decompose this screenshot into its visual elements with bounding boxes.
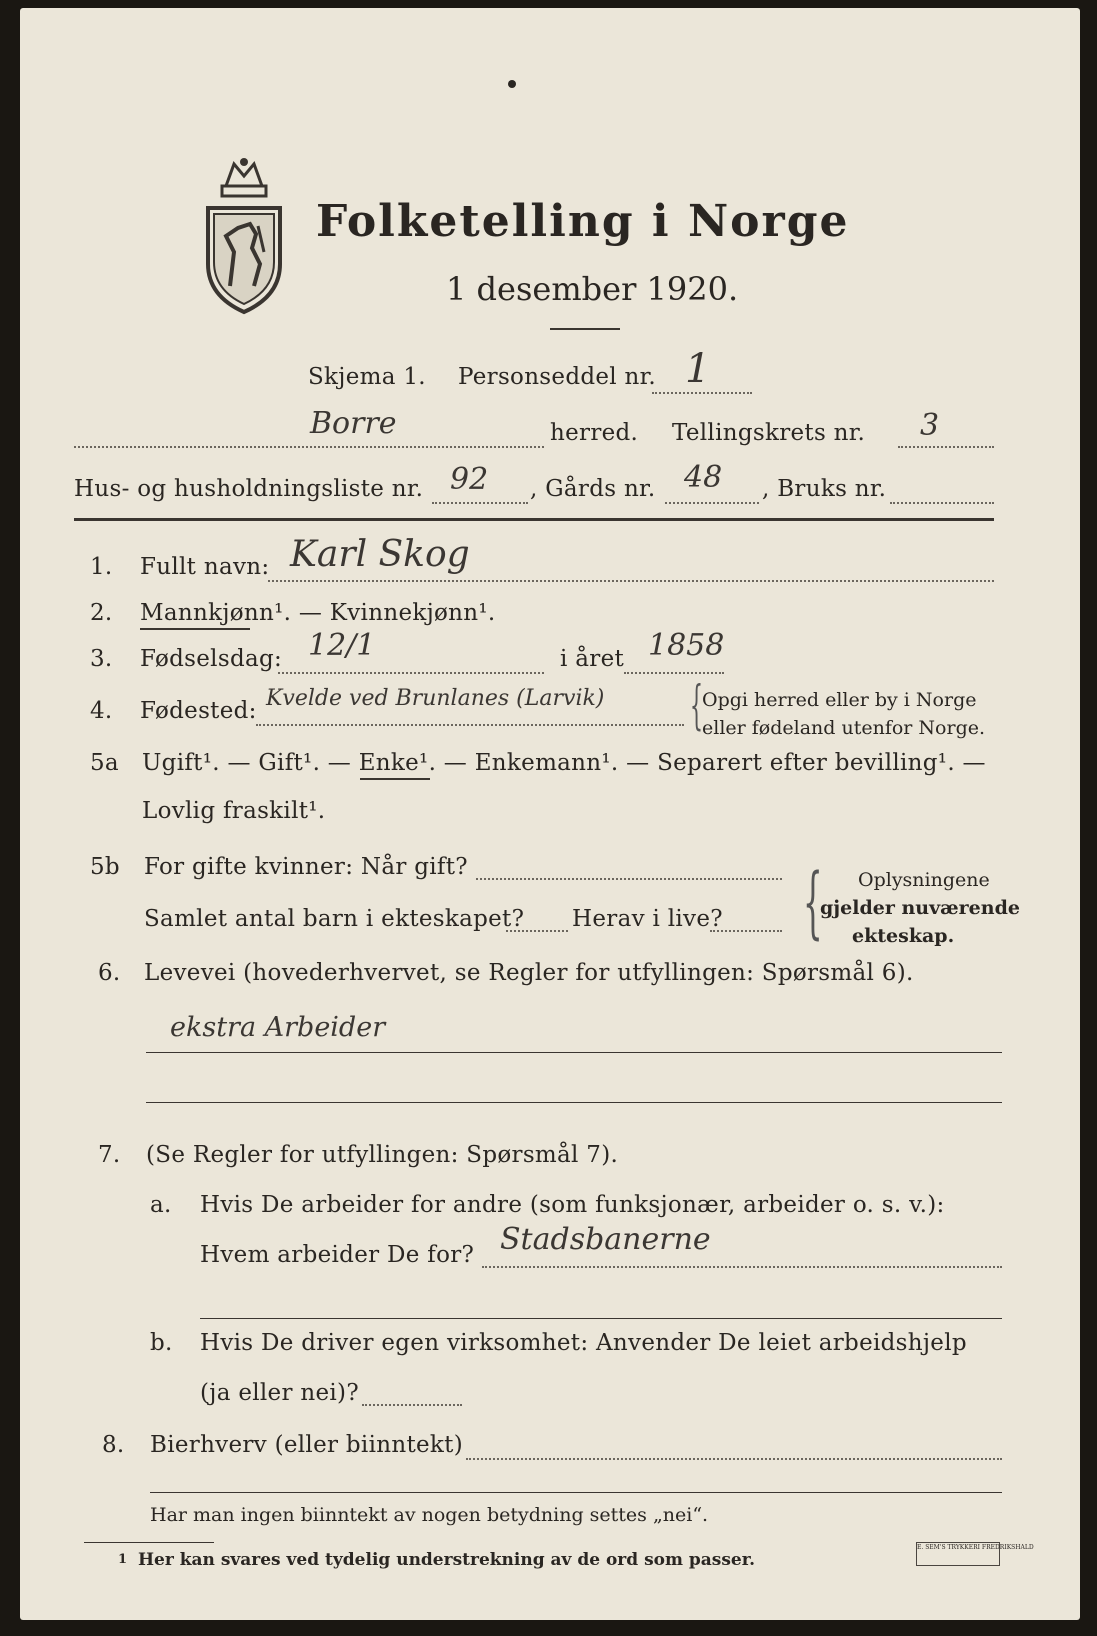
tellingskrets-label: Tellingskrets nr. — [672, 420, 866, 446]
q3-number: 3. — [90, 646, 113, 672]
q7a-value: Stadsbanerne — [500, 1222, 711, 1257]
q4-number: 4. — [90, 698, 113, 724]
q8-line — [466, 1458, 1002, 1460]
bruks-label: , Bruks nr. — [762, 476, 887, 502]
husliste-value: 92 — [450, 462, 489, 497]
q8-line2 — [150, 1492, 1002, 1493]
herred-value: Borre — [310, 406, 397, 441]
husliste-line — [432, 502, 528, 504]
q3-value: 12/1 — [308, 628, 376, 663]
q7a-line — [482, 1266, 1002, 1268]
q1-label: Fullt navn: — [140, 554, 270, 580]
q5b-note1: Oplysningene — [858, 869, 990, 891]
q6-label: Levevei (hovederhvervet, se Regler for utfyllingen: Spørsmål 6). — [144, 960, 914, 986]
census-form-page — [20, 8, 1080, 1620]
gards-line — [665, 502, 759, 504]
herred-line — [74, 446, 544, 448]
top-dot — [508, 80, 516, 88]
gards-value: 48 — [684, 460, 723, 495]
q2-number: 2. — [90, 600, 113, 626]
q2-underline-mannkjonn — [140, 628, 250, 630]
tellingskrets-value: 3 — [920, 408, 940, 443]
q6-number: 6. — [98, 960, 121, 986]
q7b-number: b. — [150, 1330, 173, 1356]
q4-brace: { — [689, 676, 704, 736]
q7a-line2-rule — [200, 1318, 1002, 1319]
q7a-line1: Hvis De arbeider for andre (som funksjonær, arbeider o. s. v.): — [200, 1192, 945, 1218]
q5b-when-line — [476, 878, 782, 880]
q5b-line1: For gifte kvinner: Når gift? — [144, 854, 468, 880]
q7b-line1: Hvis De driver egen virksomhet: Anvender De leiet arbeidshjelp — [200, 1330, 967, 1356]
q7b-line2: (ja eller nei)? — [200, 1380, 359, 1406]
q6-line2 — [146, 1102, 1002, 1103]
q4-note-line2: eller fødeland utenfor Norge. — [702, 717, 986, 739]
gards-label: , Gårds nr. — [530, 476, 656, 502]
title-divider — [550, 328, 620, 330]
printer-stamp — [916, 1542, 1034, 1566]
q4-label: Fødested: — [140, 698, 257, 724]
q5b-note2: gjelder nuværende — [820, 897, 1020, 919]
q3-line — [278, 672, 544, 674]
q5a-underline-enke — [360, 778, 430, 780]
personseddel-value: 1 — [685, 346, 711, 392]
q7-number: 7. — [98, 1142, 121, 1168]
q7b-line — [362, 1404, 462, 1406]
q2-label: Mannkjønn¹. — Kvinnekjønn¹. — [140, 600, 496, 626]
q5b-line2: Samlet antal barn i ekteskapet? — [144, 906, 525, 932]
husliste-label: Hus- og husholdningsliste nr. — [74, 476, 424, 502]
q5a-line1: Ugift¹. — Gift¹. — Enke¹. — Enkemann¹. — Separert efter bevilling¹. — — [142, 750, 986, 776]
footnote-text: Her kan svares ved tydelig understrekning av de ord som passer. — [138, 1550, 756, 1570]
q6-value: ekstra Arbeider — [170, 1012, 386, 1043]
form-date: 1 desember 1920. — [446, 270, 739, 308]
schema-label: Skjema 1. — [308, 364, 426, 390]
q5b-note3: ekteskap. — [852, 925, 955, 947]
footnote-rule — [84, 1542, 214, 1543]
form-title: Folketelling i Norge — [316, 196, 850, 247]
bruks-line — [890, 502, 994, 504]
q3-year-value: 1858 — [648, 628, 725, 663]
q4-line — [256, 724, 684, 726]
q5b-line2b: Herav i live? — [572, 906, 723, 932]
tellingskrets-line — [898, 446, 994, 448]
q3-year-line — [624, 672, 724, 674]
q3-label: Fødselsdag: — [140, 646, 283, 672]
footnote-number: 1 — [118, 1552, 128, 1567]
personseddel-line — [652, 392, 752, 394]
q8-number: 8. — [102, 1432, 125, 1458]
q7-label: (Se Regler for utfyllingen: Spørsmål 7). — [146, 1142, 619, 1168]
coat-of-arms-icon — [198, 156, 290, 316]
q1-number: 1. — [90, 554, 113, 580]
q5b-alive-line — [710, 930, 782, 932]
footer-note: Har man ingen biinntekt av nogen betydning settes „nei“. — [150, 1504, 709, 1526]
q6-line1 — [146, 1052, 1002, 1053]
q8-label: Bierhverv (eller biinntekt) — [150, 1432, 463, 1458]
header-rule — [74, 518, 994, 521]
personseddel-label: Personseddel nr. — [458, 364, 657, 390]
q5b-number: 5b — [90, 854, 120, 880]
q7a-line2: Hvem arbeider De for? — [200, 1242, 475, 1268]
q5b-brace: { — [802, 858, 823, 948]
q4-value: Kvelde ved Brunlanes (Larvik) — [266, 686, 605, 711]
q5b-children-line — [506, 930, 568, 932]
herred-label: herred. — [550, 420, 639, 446]
q3-year-label: i året — [560, 646, 625, 672]
q1-line — [268, 580, 994, 582]
q7a-number: a. — [150, 1192, 172, 1218]
q4-note-line1: Opgi herred eller by i Norge — [702, 689, 977, 711]
q5a-number: 5a — [90, 750, 119, 776]
printer-stamp-text: E. SEM'S TRYKKERI FREDRIKSHALD — [917, 1544, 1034, 1551]
q5a-line2: Lovlig fraskilt¹. — [142, 798, 326, 824]
q1-value: Karl Skog — [290, 534, 470, 575]
